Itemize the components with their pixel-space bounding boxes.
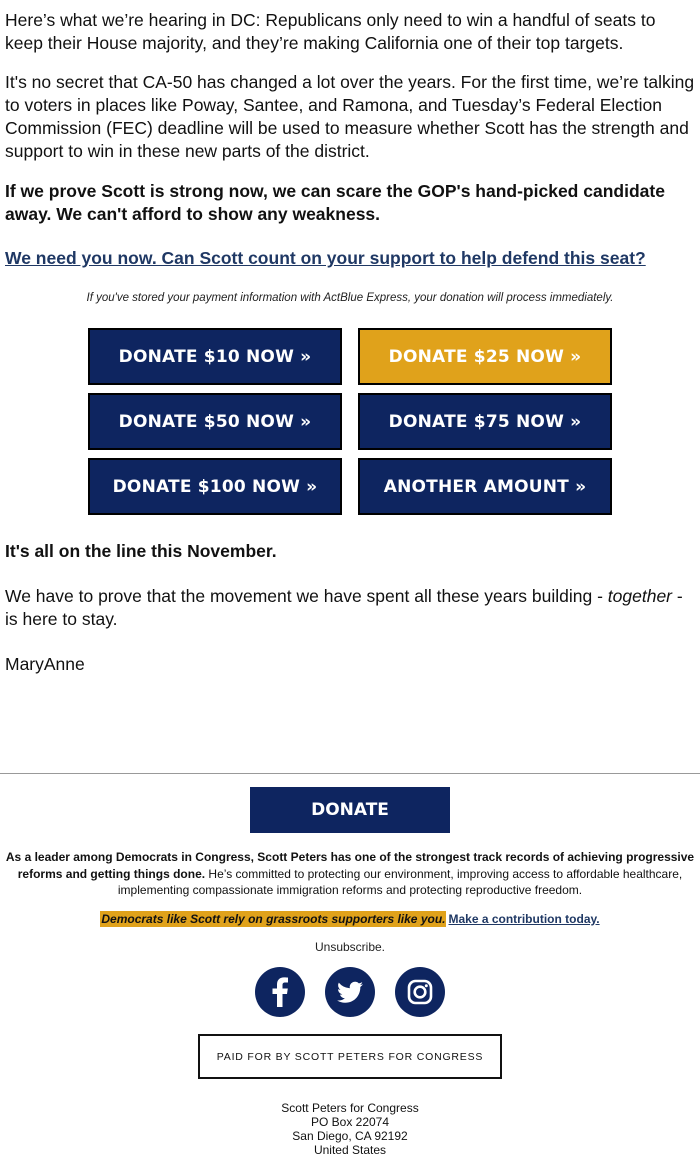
support-link[interactable]: We need you now. Can Scott count on your support to help defend this seat?	[5, 248, 646, 268]
signature: MaryAnne	[5, 654, 85, 674]
about-bold: As a leader among Democrats in Congress, Scott Peters has one of the strongest track records of achieving progressive reforms and getting things done.	[5, 850, 695, 881]
facebook-icon[interactable]	[255, 967, 305, 1017]
address-line-3: San Diego, CA 92192	[292, 1129, 408, 1143]
address-line-4: United States	[313, 1143, 387, 1157]
footer-donate-button[interactable]: DONATE	[250, 787, 450, 833]
another-amount-button[interactable]: ANOTHER AMOUNT »	[358, 458, 612, 515]
actblue-note: If you've stored your payment information with ActBlue Express, your donation will process immediately.	[86, 292, 614, 304]
intro-paragraph: Here’s what we’re hearing in DC: Republicans only need to win a handful of seats to keep their House majority, and they’re making California one of their top targets.	[5, 10, 656, 53]
bold-appeal-paragraph: If we prove Scott is strong now, we can scare the GOP's hand-picked candidate away. We can't afford to show any weakness.	[5, 181, 665, 224]
movement-emphasis: together	[607, 586, 673, 606]
donate-75-button[interactable]: DONATE $75 NOW »	[358, 393, 612, 450]
contribution-link[interactable]: Make a contribution today.	[448, 912, 600, 926]
movement-text-a: We have to prove that the movement we have spent all these years building -	[5, 586, 608, 606]
mailing-address	[0, 1101, 700, 1157]
address-line-1: Scott Peters for Congress	[281, 1101, 419, 1115]
twitter-icon[interactable]	[325, 967, 375, 1017]
footer-divider	[0, 773, 700, 774]
cta-paragraph	[5, 247, 695, 270]
donate-10-button[interactable]: DONATE $10 NOW »	[88, 328, 342, 385]
on-the-line-paragraph: It's all on the line this November.	[5, 541, 277, 561]
grassroots-highlight: Democrats like Scott rely on grassroots supporters like you.	[101, 912, 446, 926]
instagram-icon[interactable]	[395, 967, 445, 1017]
donate-50-button[interactable]: DONATE $50 NOW »	[88, 393, 342, 450]
grassroots-line	[0, 911, 700, 927]
movement-paragraph	[5, 585, 695, 631]
about-scott	[4, 849, 696, 899]
about-text: He’s committed to protecting our environment, improving access to affordable healthcare, implementing compassionate immigration reforms and protecting reproductive freedom.	[117, 866, 683, 897]
donate-100-button[interactable]: DONATE $100 NOW »	[88, 458, 342, 515]
unsubscribe-link[interactable]: Unsubscribe.	[314, 940, 386, 954]
movement-text-b: - is here to stay.	[5, 586, 683, 629]
donate-25-button[interactable]: DONATE $25 NOW »	[358, 328, 612, 385]
address-line-2: PO Box 22074	[310, 1115, 390, 1129]
paid-for-disclaimer: PAID FOR BY SCOTT PETERS FOR CONGRESS	[198, 1034, 502, 1079]
district-paragraph: It's no secret that CA-50 has changed a lot over the years. For the first time, we’re talking to voters in places like Poway, Santee, and Ramona, and Tuesday’s Federal Election Commission (FEC) deadline will be used to measure whether Scott has the strength and support to win in these new parts of the district.	[5, 72, 695, 161]
